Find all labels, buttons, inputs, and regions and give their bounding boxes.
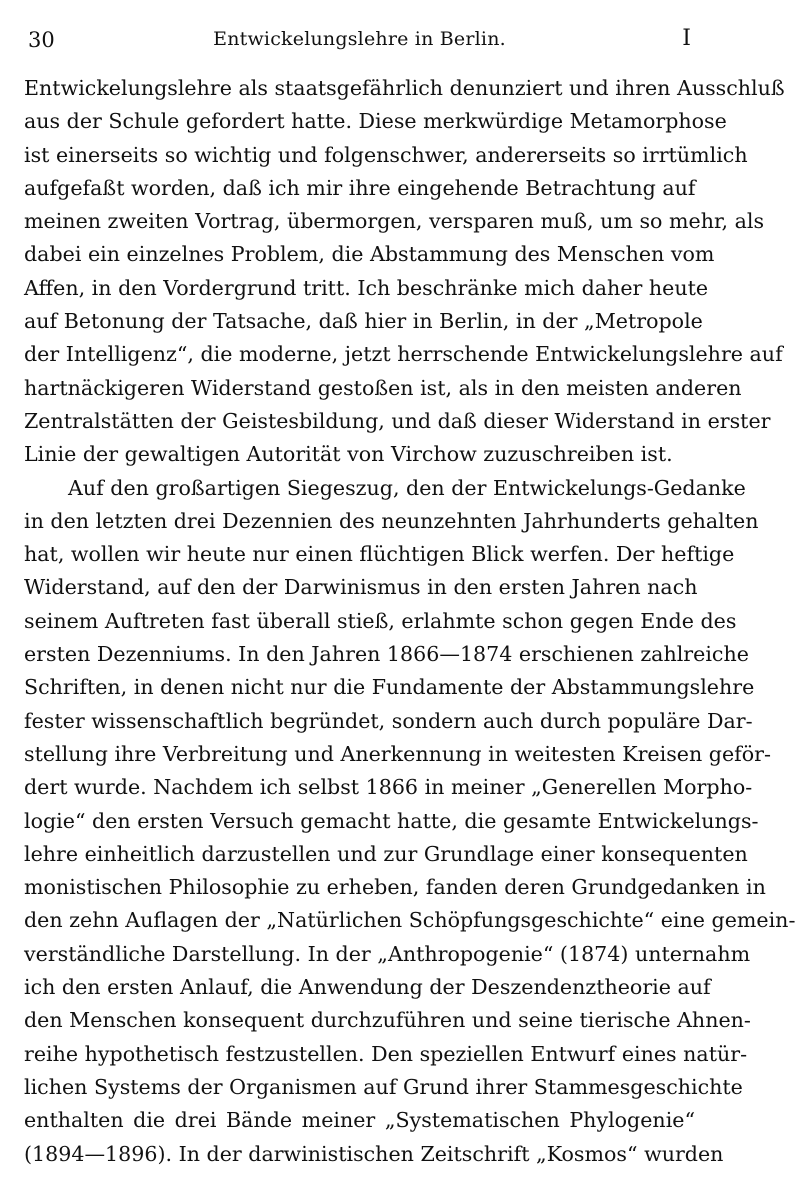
text-line: in den letzten drei Dezennien des neunzehnten Jahrhunderts gehalten <box>24 508 759 533</box>
text-line: der Intelligenz“, die moderne, jetzt herrschende Entwickelungslehre auf <box>24 342 783 367</box>
text-line: Entwickelungslehre als staatsgefährlich denunziert und ihren Ausschluß <box>24 76 785 100</box>
body-text <box>24 72 795 1171</box>
text-line: reihe hypothetisch festzustellen. Den speziellen Entwurf eines natür- <box>24 1041 748 1066</box>
text-line: ich den ersten Anlauf, die Anwendung der Deszendenztheorie auf <box>24 975 711 1000</box>
text-line: aufgefaßt worden, daß ich mir ihre eingehende Betrachtung auf <box>24 175 696 200</box>
text-line: seinem Auftreten fast überall stieß, erlahmte schon gegen Ende des <box>24 608 737 633</box>
text-line: enthalten die drei Bände meiner „Systematischen Phylogenie“ <box>24 1108 695 1133</box>
text-line: dert wurde. Nachdem ich selbst 1866 in meiner „Generellen Morpho- <box>24 775 753 800</box>
text-line: dabei ein einzelnes Problem, die Abstammung des Menschen vom <box>24 242 715 267</box>
paragraph-1 <box>24 72 785 472</box>
text-line: Widerstand, auf den der Darwinismus in den ersten Jahren nach <box>24 575 698 600</box>
text-line: fester wissenschaftlich begründet, sondern auch durch populäre Dar- <box>24 708 753 733</box>
text-line: meinen zweiten Vortrag, übermorgen, versparen muß, um so mehr, als <box>24 209 765 234</box>
text-line: verständliche Darstellung. In der „Anthropogenie“ (1874) unternahm <box>24 941 751 966</box>
paragraph-2 <box>24 472 795 1171</box>
text-line: logie“ den ersten Versuch gemacht hatte, die gesamte Entwickelungs- <box>24 808 759 833</box>
text-line: hat, wollen wir heute nur einen flüchtigen Blick werfen. Der heftige <box>24 542 735 567</box>
text-line: stellung ihre Verbreitung und Anerkennung in weitesten Kreisen geför- <box>24 741 771 766</box>
text-line: Affen, in den Vordergrund tritt. Ich beschränke mich daher heute <box>24 275 709 300</box>
text-line: lehre einheitlich darzustellen und zur Grundlage einer konsequenten <box>24 841 748 866</box>
text-line: hartnäckigeren Widerstand gestoßen ist, als in den meisten anderen <box>24 375 742 400</box>
text-line: ersten Dezenniums. In den Jahren 1866—1874 erschienen zahlreiche <box>24 642 749 667</box>
signature-marker: I <box>682 26 691 51</box>
page-number: 30 <box>28 28 55 52</box>
running-title: Entwickelungslehre in Berlin. <box>213 28 506 50</box>
text-line: monistischen Philosophie zu erheben, fanden deren Grundgedanken in <box>24 875 766 900</box>
text-line: lichen Systems der Organismen auf Grund ihrer Stammesgeschichte <box>24 1074 743 1099</box>
text-line: (1894—1896). In der darwinistischen Zeitschrift „Kosmos“ wurden <box>24 1141 724 1166</box>
text-line: den Menschen konsequent durchzuführen und seine tierische Ahnen- <box>24 1008 751 1033</box>
text-line: Schriften, in denen nicht nur die Fundamente der Abstammungslehre <box>24 675 755 700</box>
text-line: Zentralstätten der Geistesbildung, und daß dieser Widerstand in erster <box>24 408 771 433</box>
text-line: ist einerseits so wichtig und folgenschwer, andererseits so irrtümlich <box>24 142 748 167</box>
text-line: aus der Schule gefordert hatte. Diese merkwürdige Metamorphose <box>24 109 727 134</box>
running-header <box>24 26 695 60</box>
text-line: Linie der gewaltigen Autorität von Virchow zuzuschreiben ist. <box>24 442 673 467</box>
text-line: auf Betonung der Tatsache, daß hier in Berlin, in der „Metropole <box>24 309 703 334</box>
text-line: den zehn Auflagen der „Natürlichen Schöpfungsgeschichte“ eine gemein- <box>24 908 795 933</box>
text-line: Auf den großartigen Siegeszug, den der Entwickelungs-Gedanke <box>68 475 746 500</box>
